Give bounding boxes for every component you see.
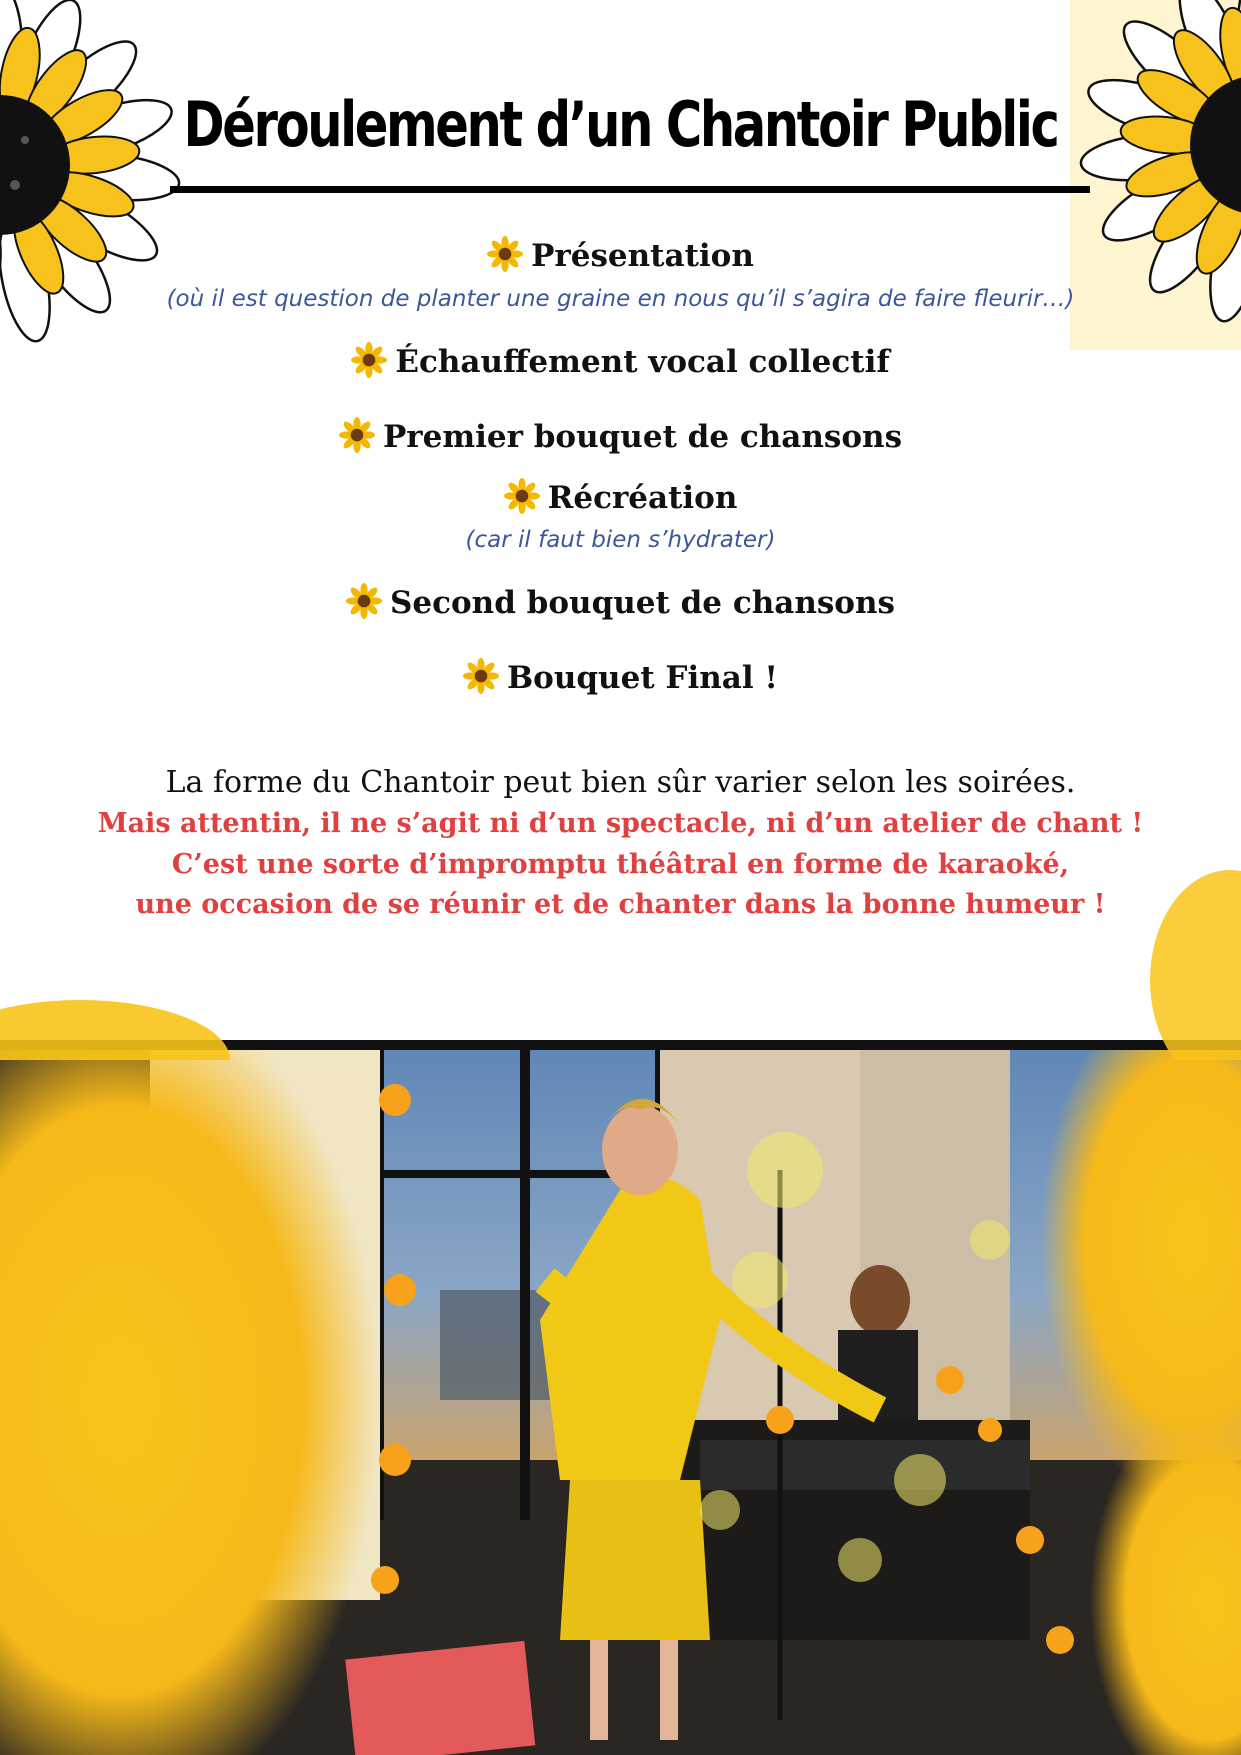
agenda-note-presentation: (où il est question de planter une graine en nous qu’il s’agira de faire fleurir…) [166, 286, 1075, 312]
agenda-item-echauffement [0, 342, 1241, 380]
agenda-item-second-bouquet [0, 583, 1241, 621]
sunflower-icon [346, 583, 382, 619]
sunflower-icon [339, 417, 375, 453]
agenda-item-bouquet-final [0, 658, 1241, 696]
agenda-item-recreation [0, 478, 1241, 516]
intro-text: La forme du Chantoir peut bien sûr varier selon les soirées. [165, 765, 1076, 800]
warning-line-3: une occasion de se réunir et de chanter dans la bonne humeur ! [135, 889, 1106, 920]
agenda-label: Récréation [547, 480, 738, 516]
sunflower-icon [463, 658, 499, 694]
sunflower-icon [504, 478, 540, 514]
agenda-label: Échauffement vocal collectif [395, 344, 890, 380]
agenda-label: Premier bouquet de chansons [382, 419, 903, 455]
title-underline [170, 186, 1090, 193]
agenda-label: Bouquet Final ! [506, 660, 779, 696]
stage-photo [0, 1040, 1241, 1755]
agenda-label: Second bouquet de chansons [390, 585, 895, 621]
agenda-label: Présentation [531, 238, 754, 274]
agenda-note-recreation: (car il faut bien s’hydrater) [465, 527, 776, 553]
paint-splatter [1120, 840, 1241, 1060]
page-title: Déroulement d’un Chantoir Public [183, 88, 1058, 161]
sunflower-icon [351, 342, 387, 378]
agenda-item-presentation [0, 236, 1241, 274]
sunflower-icon [487, 236, 523, 272]
warning-line-2: C’est une sorte d’impromptu théâtral en forme de karaoké, [171, 849, 1070, 880]
agenda-item-premier-bouquet [0, 417, 1241, 455]
warning-line-1: Mais attentin, il ne s’agit ni d’un spectacle, ni d’un atelier de chant ! [97, 808, 1144, 839]
paint-splatter [0, 960, 240, 1060]
